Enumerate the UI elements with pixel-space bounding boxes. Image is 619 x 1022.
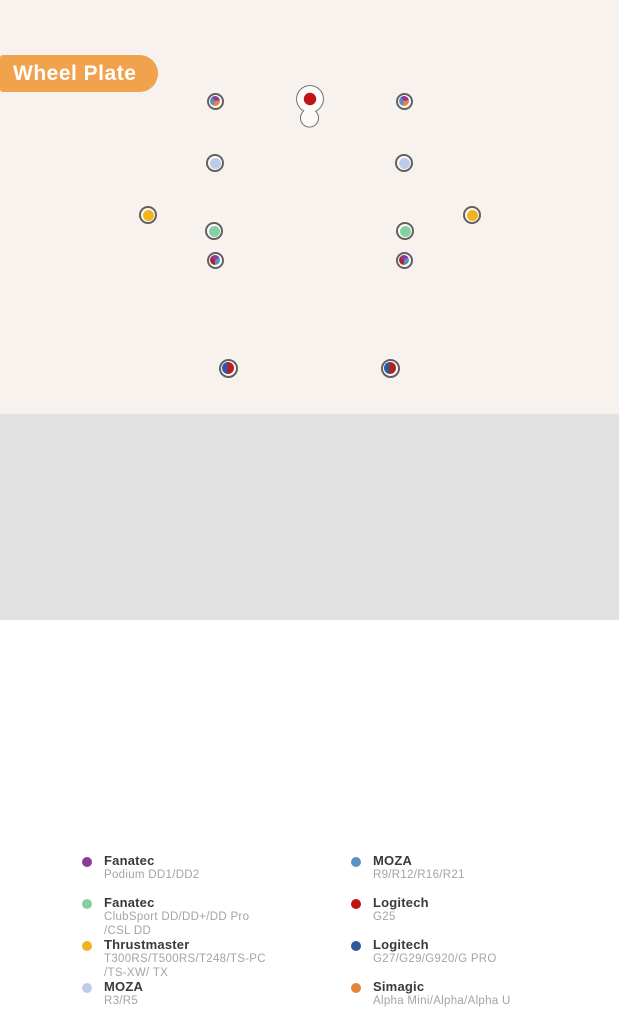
legend-item bbox=[351, 896, 611, 938]
hole-compat-dot bbox=[467, 210, 478, 221]
mount-hole bbox=[463, 206, 481, 224]
legend-brand: Logitech bbox=[373, 937, 429, 952]
mount-hole bbox=[381, 359, 400, 378]
legend-text bbox=[104, 980, 143, 1008]
legend-model-line: R9/R12/R16/R21 bbox=[373, 869, 465, 881]
legend-model-line: T300RS/T500RS/T248/TS-PC bbox=[104, 953, 266, 965]
legend-text bbox=[373, 980, 511, 1008]
mount-hole bbox=[207, 252, 224, 269]
hole-compat-dot bbox=[399, 96, 409, 106]
mount-hole bbox=[139, 206, 157, 224]
legend-model-line: Alpha Mini/Alpha/Alpha U bbox=[373, 995, 511, 1007]
mount-hole bbox=[205, 222, 223, 240]
legend-model-line: ClubSport DD/DD+/DD Pro bbox=[104, 911, 250, 923]
legend-brand: Simagic bbox=[373, 979, 425, 994]
legend-brand: Thrustmaster bbox=[104, 937, 190, 952]
legend-brand: MOZA bbox=[104, 979, 144, 994]
hole-compat-dot bbox=[399, 158, 410, 169]
legend-brand: MOZA bbox=[373, 853, 413, 868]
legend-color-dot bbox=[82, 857, 92, 867]
legend-model-line: /CSL DD bbox=[104, 925, 152, 937]
legend-color-dot bbox=[82, 983, 92, 993]
hole-compat-dot bbox=[210, 158, 221, 169]
legend-color-dot bbox=[82, 941, 92, 951]
legend-color-dot bbox=[351, 857, 361, 867]
legend-color-dot bbox=[351, 899, 361, 909]
legend-item bbox=[82, 938, 342, 980]
legend-text bbox=[104, 938, 266, 980]
hole-compat-dot bbox=[384, 362, 396, 374]
legend-color-dot bbox=[82, 899, 92, 909]
keyhole-slot bbox=[293, 84, 327, 130]
mount-hole bbox=[395, 154, 413, 172]
wheel-plate-badge bbox=[0, 55, 158, 92]
legend-item bbox=[351, 854, 611, 896]
legend-item bbox=[82, 980, 342, 1022]
hole-compat-dot bbox=[143, 210, 154, 221]
mount-hole bbox=[396, 222, 414, 240]
hole-compat-dot bbox=[210, 96, 220, 106]
legend-model-line: Podium DD1/DD2 bbox=[104, 869, 200, 881]
legend-color-dot bbox=[351, 941, 361, 951]
legend-text bbox=[373, 854, 465, 882]
mount-hole bbox=[207, 93, 224, 110]
hole-compat-dot bbox=[209, 226, 220, 237]
legend-model-line: R3/R5 bbox=[104, 995, 139, 1007]
legend-text bbox=[104, 854, 200, 882]
hole-compat-dot bbox=[399, 255, 409, 265]
hole-compat-dot bbox=[210, 255, 220, 265]
legend-panel bbox=[0, 414, 619, 1007]
legend-brand: Fanatec bbox=[104, 853, 155, 868]
legend-text bbox=[104, 896, 249, 938]
mount-hole bbox=[396, 93, 413, 110]
legend-item bbox=[351, 980, 611, 1022]
legend-text bbox=[373, 896, 429, 924]
mount-hole bbox=[206, 154, 224, 172]
legend-brand: Fanatec bbox=[104, 895, 155, 910]
keyhole-dot bbox=[304, 93, 316, 105]
mount-hole bbox=[396, 252, 413, 269]
legend-column bbox=[82, 854, 342, 1022]
hole-compat-dot bbox=[400, 226, 411, 237]
legend-model-line: G25 bbox=[373, 911, 396, 923]
badge-label: Wheel Plate bbox=[13, 61, 137, 85]
legend-text bbox=[373, 938, 497, 966]
legend-item bbox=[82, 896, 342, 938]
legend-model-line: /TS-XW/ TX bbox=[104, 967, 169, 979]
mount-hole bbox=[219, 359, 238, 378]
legend-column bbox=[351, 854, 611, 1022]
hole-compat-dot bbox=[222, 362, 234, 374]
legend-brand: Logitech bbox=[373, 895, 429, 910]
legend-item bbox=[82, 854, 342, 896]
legend-item bbox=[351, 938, 611, 980]
legend-color-dot bbox=[351, 983, 361, 993]
legend-model-line: G27/G29/G920/G PRO bbox=[373, 953, 497, 965]
